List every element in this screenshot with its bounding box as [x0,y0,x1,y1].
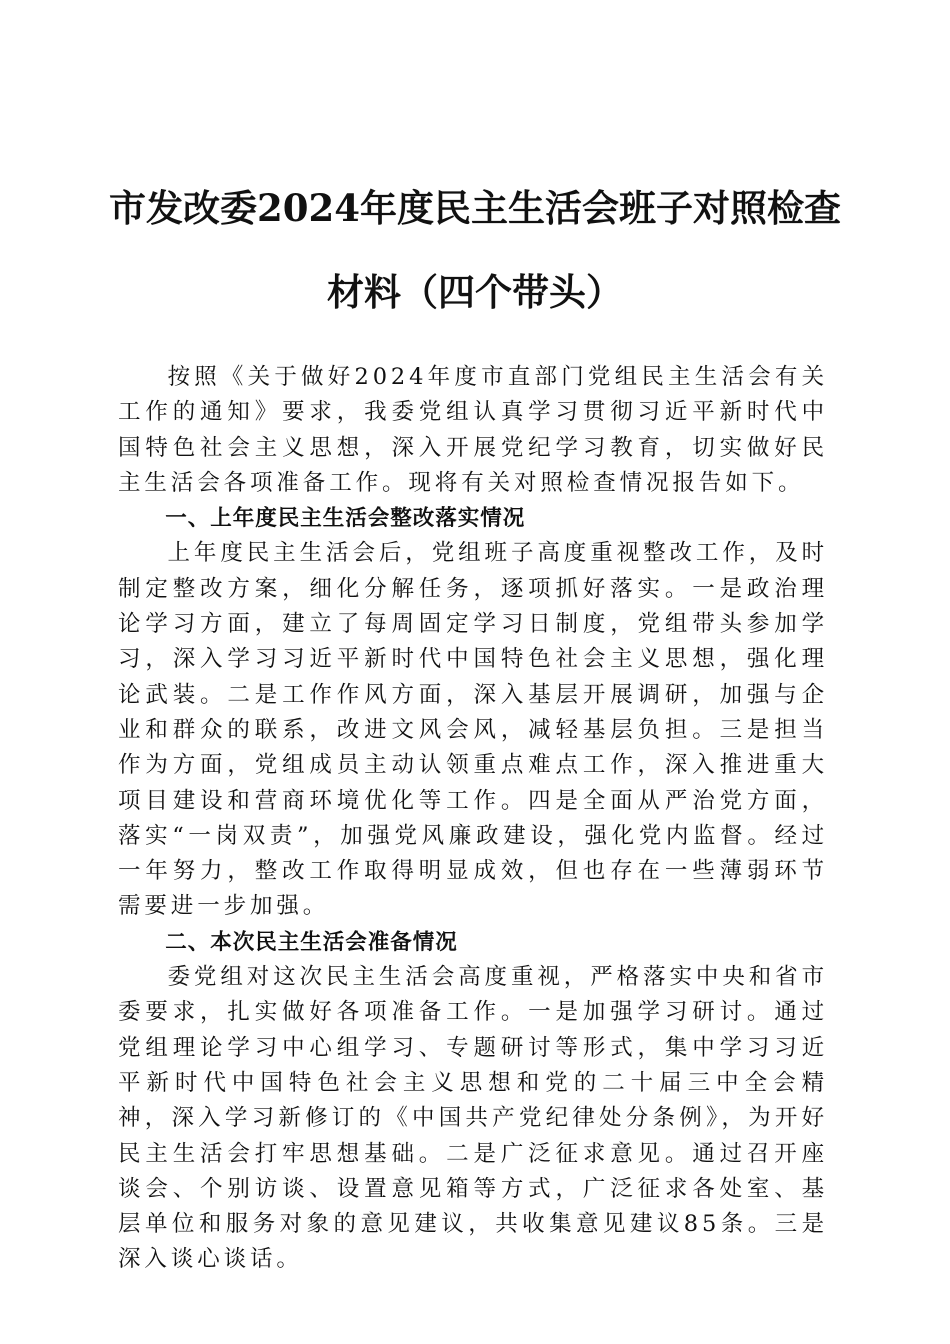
section-2-paragraph: 委党组对这次民主生活会高度重视，严格落实中央和省市委要求，扎实做好各项准备工作。一是加强学习研讨。通过党组理论学习中心组学习、专题研讨等形式，集中学习习近平新时代中国特色社会主义思想和党的二十届三中全会精神，深入学习新修订的《中国共产党纪律处分条例》，为开好民主生活会打牢思想基础。二是广泛征求意见。通过召开座谈会、个别访谈、设置意见箱等方式，广泛征求各处室、基层单位和服务对象的意见建议，共收集意见建议85条。三是深入谈心谈话。 [118,964,828,1273]
document-body [118,360,828,1278]
intro-paragraph: 按照《关于做好2024年度市直部门党组民主生活会有关工作的通知》要求，我委党组认真学习贯彻习近平新时代中国特色社会主义思想，深入开展党纪学习教育，切实做好民主生活会各项准备工作。现将有关对照检查情况报告如下。 [118,364,828,496]
title-line-2: 材料（四个带头） [327,270,623,314]
document-title [90,166,860,334]
section-2-heading: 二、本次民主生活会准备情况 [165,929,458,955]
section-1-paragraph: 上年度民主生活会后，党组班子高度重视整改工作，及时制定整改方案，细化分解任务，逐项抓好落实。一是政治理论学习方面，建立了每周固定学习日制度，党组带头参加学习，深入学习习近平新时代中国特色社会主义思想，强化理论武装。二是工作作风方面，深入基层开展调研，加强与企业和群众的联系，改进文风会风，减轻基层负担。三是担当作为方面，党组成员主动认领重点难点工作，深入推进重大项目建设和营商环境优化等工作。四是全面从严治党方面，落实“一岗双责”，加强党风廉政建设，强化党内监督。经过一年努力，整改工作取得明显成效，但也存在一些薄弱环节需要进一步加强。 [118,540,828,920]
title-line-1: 市发改委2024年度民主生活会班子对照检查 [109,186,841,230]
section-1-heading: 一、上年度民主生活会整改落实情况 [165,506,526,532]
